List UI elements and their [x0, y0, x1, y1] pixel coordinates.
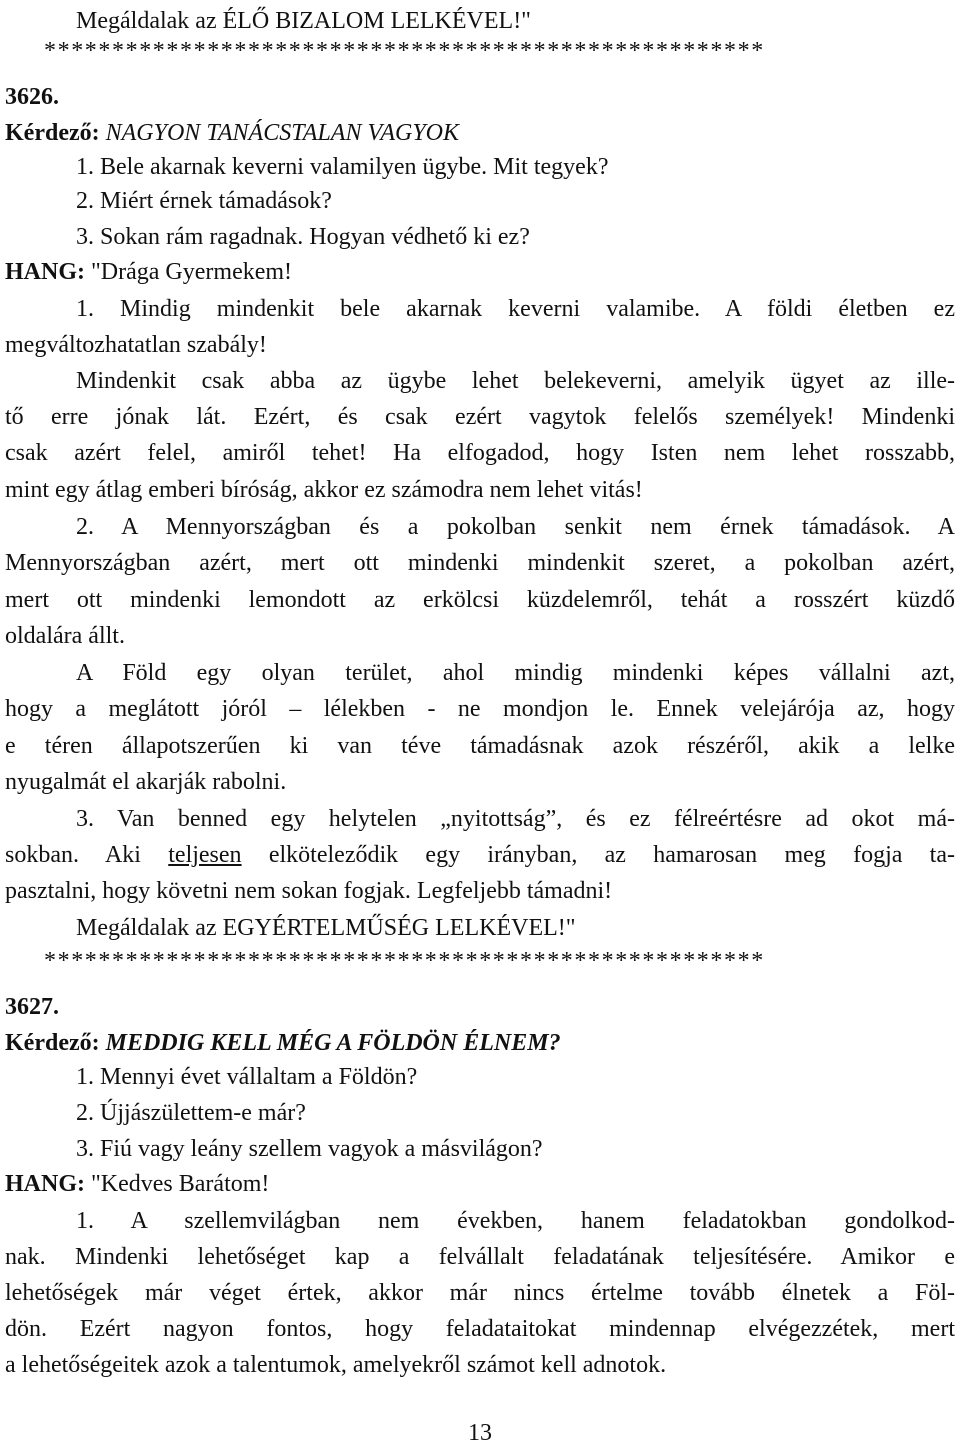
answer-line: 1. Mindig mindenkit bele akarnak keverni valamibe. A földi életben ez: [76, 296, 955, 322]
hang-greeting: "Kedves Barátom!: [91, 1171, 270, 1197]
question-number: 3626.: [5, 84, 59, 110]
answer-line: 2. A Mennyországban és a pokolban senkit nem érnek támadások. A: [76, 514, 955, 540]
answer-line: oldalára állt.: [5, 623, 125, 649]
asker-line: [5, 1026, 955, 1060]
answer-line: megváltozhatatlan szabály!: [5, 332, 267, 358]
answer-line: A Föld egy olyan terület, ahol mindig mindenki képes vállalni azt,: [76, 660, 955, 686]
answer-line: dön. Ezért nagyon fontos, hogy feladataitokat mindennap elvégezzétek, mert: [5, 1316, 955, 1342]
answer-line: mint egy átlag emberi bíróság, akkor ez számodra nem lehet vitás!: [5, 477, 643, 503]
answer-line: e téren állapotszerűen ki van téve támadásnak azok részéről, akik a lelke: [5, 733, 955, 759]
question-title: NAGYON TANÁCSTALAN VAGYOK: [105, 120, 460, 146]
answer-line: nyugalmát el akarják rabolni.: [5, 769, 287, 795]
closing-line: Megáldalak az EGYÉRTELMŰSÉG LELKÉVEL!": [76, 915, 576, 941]
asker-label: Kérdező:: [5, 1030, 100, 1056]
answer-line: csak azért felel, amiről tehet! Ha elfogadod, hogy Isten nem lehet rosszabb,: [5, 440, 955, 466]
underlined-word: teljesen: [168, 842, 242, 868]
answer-line: [5, 838, 955, 872]
hang-label: HANG:: [5, 1171, 85, 1197]
question-item: 1. Mennyi évet vállaltam a Földön?: [76, 1064, 418, 1090]
question-item: 3. Fiú vagy leány szellem vagyok a másvilágon?: [76, 1136, 543, 1162]
asker-line: [5, 116, 955, 150]
page-number: 13: [468, 1420, 492, 1446]
separator-line: *****************************************************: [44, 38, 765, 64]
question-item: 3. Sokan rám ragadnak. Hogyan védhető ki ez?: [76, 224, 530, 250]
hang-line: [5, 255, 955, 289]
question-title: MEDDIG KELL MÉG A FÖLDÖN ÉLNEM?: [105, 1030, 561, 1056]
question-item: 2. Újjászülettem-e már?: [76, 1100, 306, 1126]
question-number: 3627.: [5, 994, 59, 1020]
question-item: 1. Bele akarnak keverni valamilyen ügybe. Mit tegyek?: [76, 154, 609, 180]
closing-line-top: Megáldalak az ÉLŐ BIZALOM LELKÉVEL!": [76, 8, 531, 34]
hang-line: [5, 1167, 955, 1201]
answer-line: 1. A szellemvilágban nem években, hanem feladatokban gondolkod-: [76, 1208, 955, 1234]
answer-line: 3. Van benned egy helytelen „nyitottság”, és ez félreértésre ad okot má-: [76, 806, 955, 832]
answer-line: pasztalni, hogy követni nem sokan fogjak. Legfeljebb támadni!: [5, 878, 613, 904]
answer-line: Mindenkit csak abba az ügybe lehet belekeverni, amelyik ügyet az ille-: [76, 368, 955, 394]
answer-text: sokban. Aki: [5, 842, 169, 868]
question-item: 2. Miért érnek támadások?: [76, 188, 332, 214]
answer-line: tő erre jónak lát. Ezért, és csak ezért vagytok felelős személyek! Mindenki: [5, 404, 955, 430]
answer-line: nak. Mindenki lehetőséget kap a felvállalt feladatának teljesítésére. Amikor e: [5, 1244, 955, 1270]
separator-line: *****************************************************: [44, 948, 765, 974]
answer-line: a lehetőségeitek azok a talentumok, amelyekről számot kell adnotok.: [5, 1352, 667, 1378]
answer-line: mert ott mindenki lemondott az erkölcsi küzdelemről, tehát a rosszért küzdő: [5, 587, 955, 613]
hang-greeting: "Drága Gyermekem!: [91, 259, 293, 285]
answer-line: hogy a meglátott jóról – lélekben - ne mondjon le. Ennek velejárója az, hogy: [5, 696, 955, 722]
answer-text: elköteleződik egy irányban, az hamarosan meg fogja ta-: [241, 842, 955, 868]
asker-label: Kérdező:: [5, 120, 100, 146]
answer-line: lehetőségek már véget értek, akkor már nincs értelme tovább élnetek a Föl-: [5, 1280, 955, 1306]
answer-line: Mennyországban azért, mert ott mindenki mindenkit szeret, a pokolban azért,: [5, 550, 955, 576]
hang-label: HANG:: [5, 259, 85, 285]
